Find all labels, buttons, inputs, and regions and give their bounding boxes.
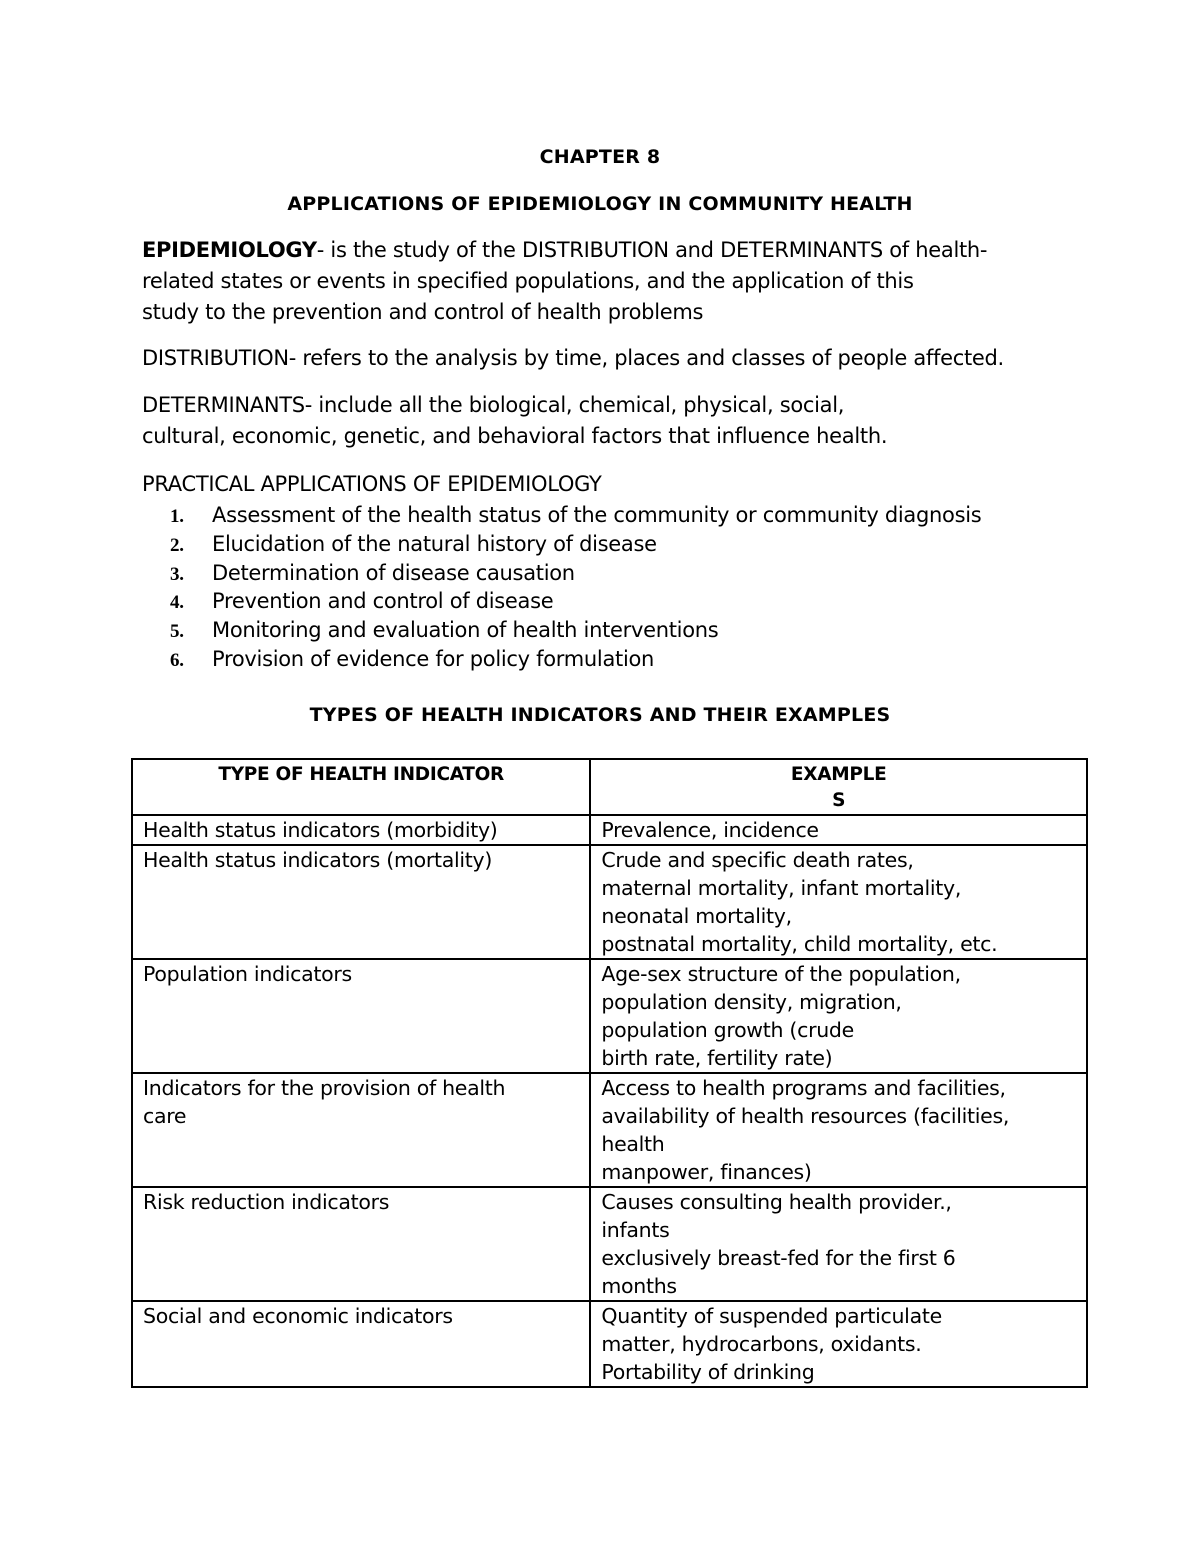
list-item-number: 6. <box>170 649 184 671</box>
cell-line: Crude and specific death rates, <box>601 848 914 872</box>
cell-line: population density, migration, <box>601 990 902 1014</box>
health-indicators-table <box>131 758 1088 1388</box>
applications-list <box>170 501 981 674</box>
column-header-example-line: EXAMPLE <box>790 764 887 785</box>
column-header-type <box>132 759 590 815</box>
list-item-number: 1. <box>170 506 184 527</box>
epidemiology-text-1: - is the study of the DISTRIBUTION and DETERMINANTS of health- <box>316 238 988 262</box>
distribution-line: DISTRIBUTION- refers to the analysis by time, places and classes of people affected. <box>142 346 1004 370</box>
table-row <box>132 959 1087 1073</box>
list-item <box>170 559 981 588</box>
epidemiology-line-3: study to the prevention and control of health problems <box>142 300 704 324</box>
cell-line: availability of health resources (facilities, <box>601 1104 1010 1128</box>
cell-line: Health status indicators (mortality) <box>143 848 493 872</box>
cell-line: months <box>601 1274 677 1298</box>
indicator-type-cell <box>132 815 590 845</box>
list-item <box>170 587 981 616</box>
table-header-row <box>132 759 1087 815</box>
epidemiology-definition <box>142 235 1102 328</box>
cell-line: maternal mortality, infant mortality, <box>601 876 962 900</box>
table-row <box>132 1301 1087 1387</box>
practical-applications-heading-text: PRACTICAL APPLICATIONS OF EPIDEMIOLOGY <box>142 472 602 496</box>
list-item <box>170 616 981 645</box>
table-row <box>132 845 1087 959</box>
distribution-definition <box>142 343 1102 374</box>
cell-line: Social and economic indicators <box>143 1304 453 1328</box>
column-header-example-line: S <box>832 790 846 811</box>
cell-line: birth rate, fertility rate) <box>601 1046 833 1070</box>
list-item-number: 5. <box>170 621 184 643</box>
list-item-text: Monitoring and evaluation of health interventions <box>212 618 719 643</box>
cell-line: Causes consulting health provider., <box>601 1190 952 1214</box>
indicator-type-cell <box>132 1187 590 1301</box>
cell-line: Access to health programs and facilities, <box>601 1076 1006 1100</box>
cell-line: manpower, finances) <box>601 1160 812 1184</box>
indicator-example-cell <box>590 1301 1087 1387</box>
epidemiology-line-2: related states or events in specified populations, and the application of this <box>142 269 914 293</box>
list-item-number: 3. <box>170 563 184 585</box>
cell-line: Indicators for the provision of health <box>143 1076 506 1100</box>
indicator-type-cell <box>132 845 590 959</box>
cell-line: population growth (crude <box>601 1018 854 1042</box>
determinants-line-1: DETERMINANTS- include all the biological, chemical, physical, social, <box>142 393 845 417</box>
cell-line: Health status indicators (morbidity) <box>143 818 498 842</box>
cell-line: postnatal mortality, child mortality, etc. <box>601 932 998 956</box>
list-item-text: Prevention and control of disease <box>212 589 554 614</box>
practical-applications-heading <box>142 469 1102 500</box>
indicator-type-cell <box>132 1073 590 1187</box>
list-item <box>170 645 981 674</box>
indicator-type-cell <box>132 1301 590 1387</box>
indicator-example-cell <box>590 845 1087 959</box>
list-item <box>170 501 981 530</box>
list-item-text: Assessment of the health status of the community or community diagnosis <box>212 503 982 527</box>
table-row <box>132 1187 1087 1301</box>
epidemiology-line-1 <box>142 235 1102 266</box>
column-header-type-text: TYPE OF HEALTH INDICATOR <box>218 764 504 785</box>
table-title: TYPES OF HEALTH INDICATORS AND THEIR EXAMPLES <box>309 704 891 726</box>
cell-line: Prevalence, incidence <box>601 818 819 842</box>
list-item-text: Provision of evidence for policy formulation <box>212 646 655 671</box>
cell-line: neonatal mortality, <box>601 904 792 928</box>
indicator-example-cell <box>590 1073 1087 1187</box>
cell-line: Population indicators <box>143 962 352 986</box>
indicator-type-cell <box>132 959 590 1073</box>
list-item-number: 2. <box>170 534 184 556</box>
cell-line: Risk reduction indicators <box>143 1190 390 1214</box>
cell-line: Age-sex structure of the population, <box>601 962 961 986</box>
table-row <box>132 815 1087 845</box>
indicator-example-cell <box>590 1187 1087 1301</box>
determinants-definition <box>142 390 1102 452</box>
list-item-number: 4. <box>170 592 184 614</box>
determinants-line-2: cultural, economic, genetic, and behavioral factors that influence health. <box>142 424 888 448</box>
list-item <box>170 530 981 559</box>
table-row <box>132 1073 1087 1187</box>
epidemiology-term: EPIDEMIOLOGY <box>142 238 317 262</box>
cell-line: care <box>143 1104 187 1128</box>
cell-line: Portability of drinking <box>601 1360 815 1384</box>
cell-line: exclusively breast-fed for the first 6 <box>601 1246 956 1270</box>
chapter-heading: CHAPTER 8 <box>539 146 661 168</box>
indicator-example-cell <box>590 959 1087 1073</box>
cell-line: Quantity of suspended particulate <box>601 1304 942 1328</box>
list-item-text: Elucidation of the natural history of disease <box>212 531 657 556</box>
column-header-example <box>590 759 1087 815</box>
indicator-example-cell <box>590 815 1087 845</box>
cell-line: matter, hydrocarbons, oxidants. <box>601 1332 922 1356</box>
cell-line: infants <box>601 1218 670 1242</box>
cell-line: health <box>601 1132 665 1156</box>
list-item-text: Determination of disease causation <box>212 560 575 585</box>
page-title: APPLICATIONS OF EPIDEMIOLOGY IN COMMUNITY HEALTH <box>287 193 913 215</box>
